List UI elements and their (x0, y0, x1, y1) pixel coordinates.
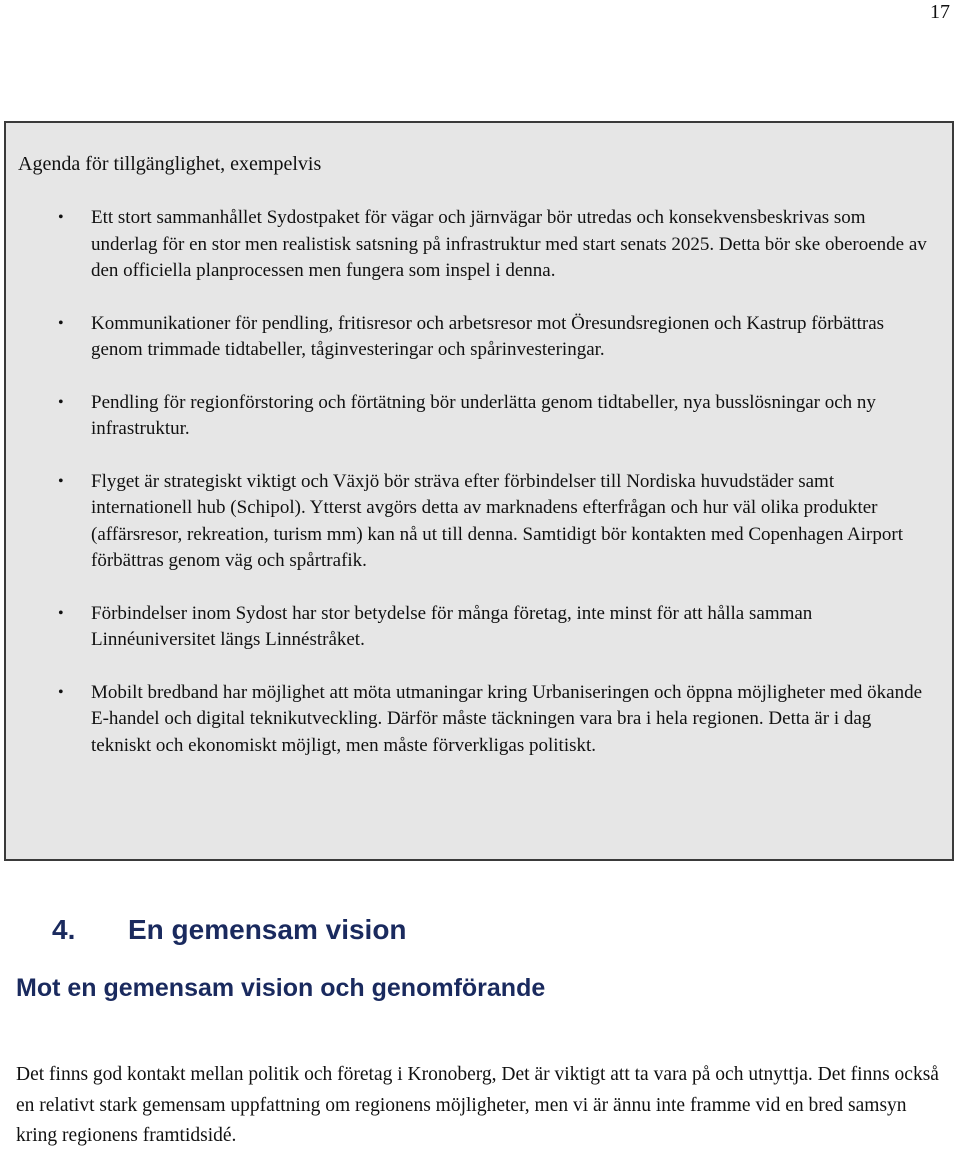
body-paragraph: Det finns god kontakt mellan politik och företag i Kronoberg, Det är viktigt att ta vara på och utnyttja. Det finns också en relativt stark gemensam uppfattning om regionens möjligheter, men vi är ännu inte framme vid en bred samsyn kring regionens framtidsidé. (16, 1064, 939, 1146)
agenda-box (4, 121, 954, 861)
section-heading (52, 912, 407, 948)
agenda-list (6, 205, 952, 785)
bullet-icon: • (58, 604, 64, 622)
list-item (6, 469, 952, 575)
list-item-text: Pendling för regionförstoring och förtätning bör underlätta genom tidtabeller, nya busslösningar och ny infrastruktur. (91, 391, 876, 439)
bullet-icon: • (58, 472, 64, 490)
page-number: 17 (930, 1, 950, 23)
list-item (6, 205, 952, 285)
bullet-icon: • (58, 683, 64, 701)
list-item-text: Mobilt bredband har möjlighet att möta utmaningar kring Urbaniseringen och öppna möjligheter med ökande E-handel och digital teknikutveckling. Därför måste täckningen vara bra i hela regionen. Detta är i dag tekniskt och ekonomiskt möjligt, men måste förverkligas politiskt. (91, 681, 923, 756)
sub-heading: Mot en gemensam vision och genomförande (16, 974, 546, 1002)
list-item (6, 390, 952, 443)
bullet-icon: • (58, 393, 64, 411)
list-item (6, 601, 952, 654)
bullet-icon: • (58, 209, 64, 226)
list-item-text: Flyget är strategiskt viktigt och Växjö bör sträva efter förbindelser till Nordiska huvudstäder samt internationell hub (Schipol). Ytterst avgörs detta av marknadens efterfrågan och hur väl olika produkter (affärsresor, rekreation, turism mm) kan nå ut till denna. Samtidigt bör kontakten med Copenhagen Airport förbättras genom väg och spårtrafik. (91, 470, 903, 571)
list-item (6, 680, 952, 760)
list-item-text: Ett stort sammanhållet Sydostpaket för vägar och järnvägar bör utredas och konsekvensbeskrivas som underlag för en stor men realistisk satsning på infrastruktur med start senats 2025. Detta bör ske oberoende av den officiella planprocessen men fungera som inspel i denna. (91, 207, 927, 281)
list-item-text: Förbindelser inom Sydost har stor betydelse för många företag, inte minst för att hålla samman Linnéuniversitet längs Linnéstråket. (91, 602, 813, 650)
list-item (6, 311, 952, 364)
bullet-icon: • (58, 314, 64, 332)
agenda-title: Agenda för tillgänglighet, exempelvis (18, 153, 322, 175)
section-number: 4. (52, 914, 76, 945)
list-item-text: Kommunikationer för pendling, fritisresor och arbetsresor mot Öresundsregionen och Kastrup förbättras genom trimmade tidtabeller, tåginvesteringar och spårinvesteringar. (91, 312, 885, 360)
section-title: En gemensam vision (128, 914, 407, 945)
